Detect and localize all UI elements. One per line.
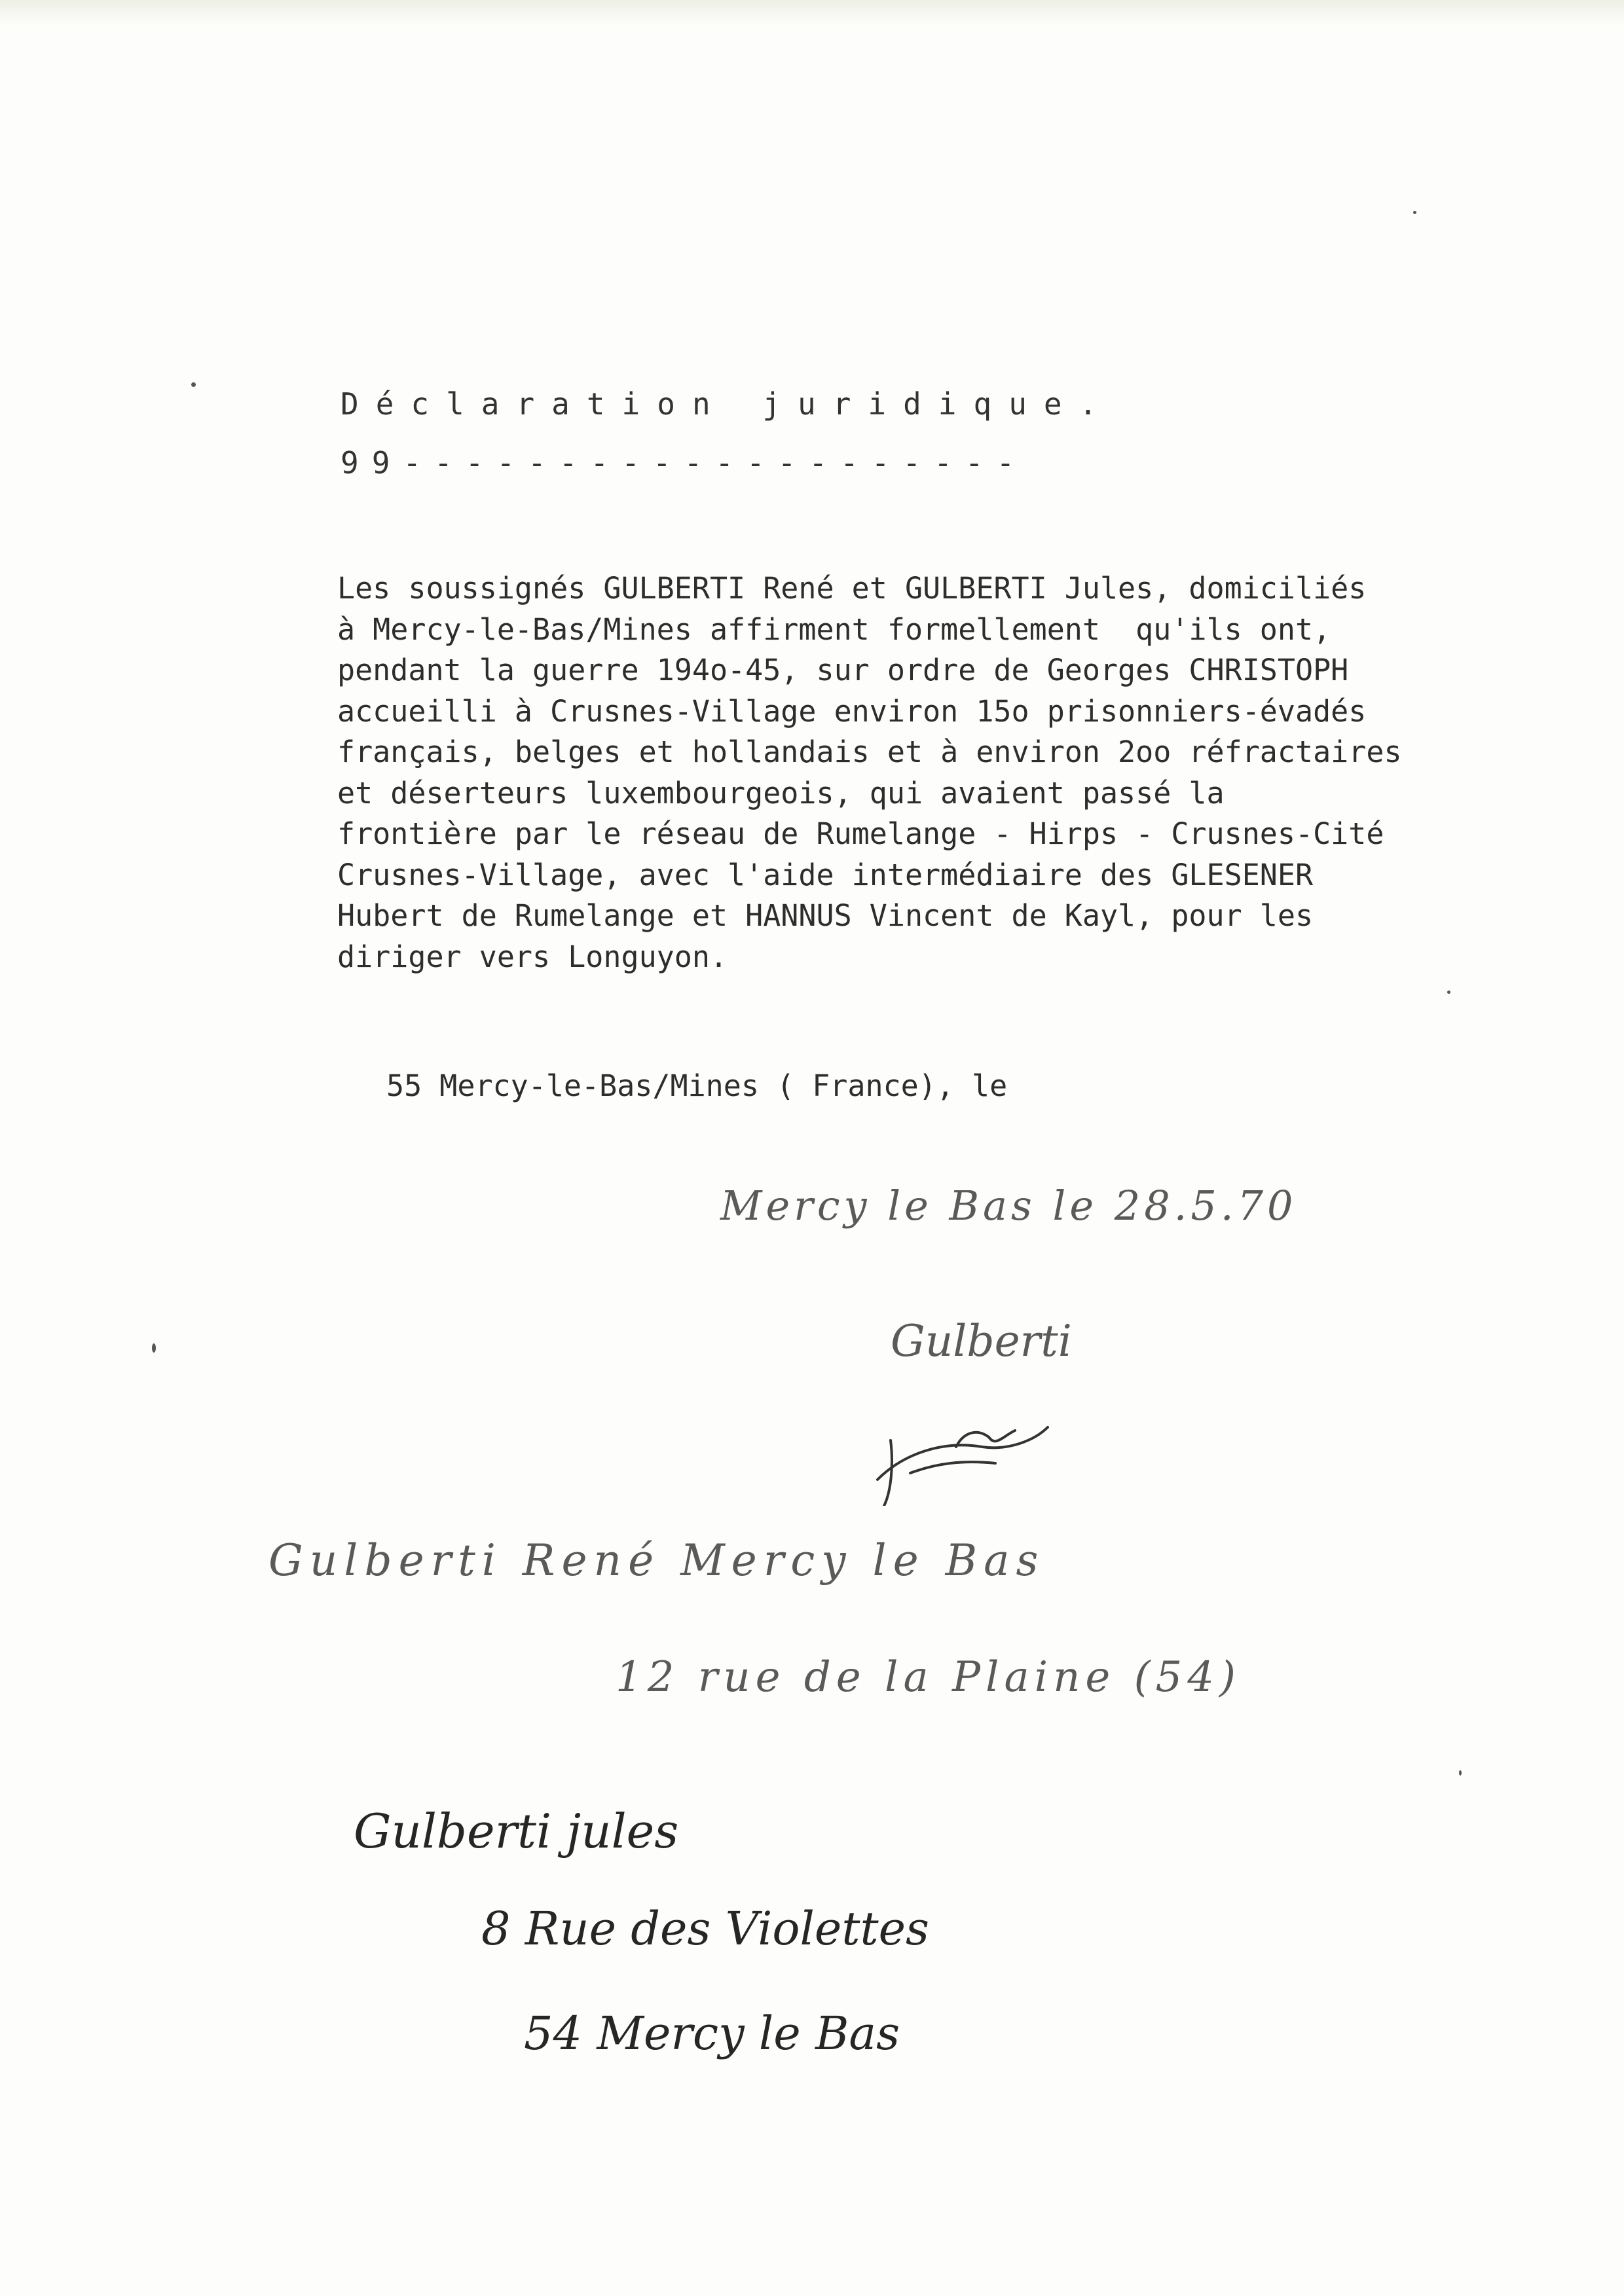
scan-edge	[0, 0, 1624, 26]
body-line: Crusnes-Village, avec l'aide intermédiaire des GLESENER	[337, 857, 1314, 892]
body-line: Les soussignés GULBERTI René et GULBERTI Jules, domiciliés	[337, 571, 1367, 606]
declaration-body	[337, 568, 1464, 977]
body-line: accueilli à Crusnes-Village environ 15o prisonniers-évadés	[337, 693, 1367, 729]
address-1-line-2: 12 rue de la Plaine (54)	[616, 1653, 1241, 1702]
title-underline: 99--------------------	[341, 445, 1028, 481]
body-line: diriger vers Longuyon.	[337, 939, 728, 974]
address-2-line-1: Gulberti jules	[354, 1804, 679, 1859]
address-2-line-3: 54 Mercy le Bas	[524, 2007, 900, 2060]
body-line: à Mercy-le-Bas/Mines affirment formellement qu'ils ont,	[337, 611, 1331, 647]
body-line: frontière par le réseau de Rumelange - Hirps - Crusnes-Cité	[337, 816, 1384, 851]
address-2-line-2: 8 Rue des Violettes	[481, 1902, 929, 1956]
body-line: Hubert de Rumelange et HANNUS Vincent de Kayl, pour les	[337, 898, 1314, 933]
handwritten-date: Mercy le Bas le 28.5.70	[720, 1182, 1297, 1230]
body-line: français, belges et hollandais et à environ 2oo réfractaires	[337, 735, 1402, 769]
handwritten-signature-2	[864, 1401, 1061, 1508]
place-date-line: 55 Mercy-le-Bas/Mines ( France), le	[386, 1068, 1008, 1103]
body-line: pendant la guerre 194o-45, sur ordre de Georges CHRISTOPH	[337, 653, 1349, 687]
body-line: et déserteurs luxembourgeois, qui avaient passé la	[337, 775, 1225, 811]
document-title: Déclaration juridique.	[341, 386, 1115, 422]
address-1-line-1: Gulberti René Mercy le Bas	[268, 1535, 1045, 1586]
handwritten-signature-1: Gulberti	[891, 1316, 1072, 1366]
